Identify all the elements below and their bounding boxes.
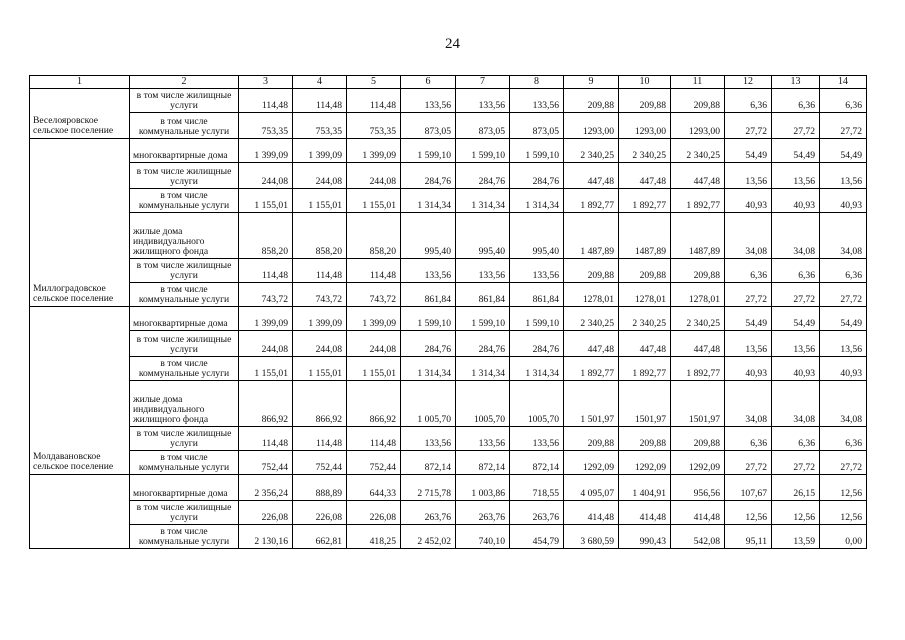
value-cell: 418,25 [347,525,401,549]
column-header: 10 [619,76,671,89]
value-cell: 6,36 [820,259,867,283]
value-cell: 114,48 [293,89,347,113]
column-header: 7 [456,76,510,89]
value-cell: 1 599,10 [456,307,510,331]
value-cell: 1 599,10 [510,139,564,163]
settlement-cell [30,213,130,259]
value-cell: 13,56 [772,163,820,189]
column-header: 14 [820,76,867,89]
value-cell: 1278,01 [564,283,619,307]
row-label: в том числе коммунальные услуги [130,357,239,381]
value-cell: 54,49 [820,307,867,331]
value-cell: 133,56 [456,427,510,451]
row-label: в том числе жилищные услуги [130,259,239,283]
value-cell: 114,48 [347,427,401,451]
value-cell: 995,40 [456,213,510,259]
value-cell: 54,49 [725,139,772,163]
value-cell: 209,88 [619,427,671,451]
row-label: многоквартирные дома [130,307,239,331]
value-cell: 1 155,01 [293,357,347,381]
value-cell: 1 314,34 [510,357,564,381]
value-cell: 1278,01 [671,283,725,307]
settlement-cell [30,501,130,525]
value-cell: 2 340,25 [619,139,671,163]
value-cell: 54,49 [772,307,820,331]
settlement-cell: Веселояровское сельское поселение [30,113,130,139]
settlement-cell [30,475,130,501]
value-cell: 743,72 [293,283,347,307]
value-cell: 12,56 [820,501,867,525]
value-cell: 34,08 [820,381,867,427]
row-label: в том числе коммунальные услуги [130,525,239,549]
value-cell: 133,56 [456,89,510,113]
value-cell: 6,36 [820,427,867,451]
value-cell: 34,08 [820,213,867,259]
table-row [30,307,867,331]
value-cell: 244,08 [239,331,293,357]
table-row [30,331,867,357]
value-cell: 40,93 [772,189,820,213]
value-cell: 27,72 [725,113,772,139]
row-label: в том числе коммунальные услуги [130,189,239,213]
settlement-cell: Молдавановское сельское поселение [30,451,130,475]
value-cell: 1 599,10 [401,139,456,163]
settlement-cell [30,427,130,451]
column-header: 6 [401,76,456,89]
value-cell: 107,67 [725,475,772,501]
value-cell: 1292,09 [564,451,619,475]
value-cell: 209,88 [619,259,671,283]
column-header: 1 [30,76,130,89]
value-cell: 956,56 [671,475,725,501]
value-cell: 27,72 [725,451,772,475]
value-cell: 226,08 [293,501,347,525]
value-cell: 12,56 [772,501,820,525]
value-cell: 858,20 [347,213,401,259]
value-cell: 27,72 [820,451,867,475]
table-row [30,475,867,501]
value-cell: 2 340,25 [619,307,671,331]
value-cell: 1 314,34 [456,189,510,213]
value-cell: 133,56 [401,259,456,283]
value-cell: 644,33 [347,475,401,501]
settlement-cell [30,163,130,189]
value-cell: 1 005,70 [401,381,456,427]
value-cell: 1293,00 [564,113,619,139]
table-body [30,89,867,549]
value-cell: 209,88 [671,427,725,451]
row-label: жилые дома индивидуального жилищного фонда [130,213,239,259]
value-cell: 752,44 [347,451,401,475]
value-cell: 284,76 [456,331,510,357]
value-cell: 244,08 [293,331,347,357]
row-label: в том числе жилищные услуги [130,163,239,189]
value-cell: 209,88 [564,259,619,283]
column-header: 12 [725,76,772,89]
value-cell: 114,48 [239,89,293,113]
value-cell: 2 356,24 [239,475,293,501]
settlement-cell [30,307,130,331]
table-row [30,189,867,213]
value-cell: 1 404,91 [619,475,671,501]
value-cell: 1 399,09 [293,307,347,331]
value-cell: 40,93 [725,189,772,213]
value-cell: 12,56 [820,475,867,501]
value-cell: 1 892,77 [619,189,671,213]
row-label: многоквартирные дома [130,139,239,163]
value-cell: 13,56 [725,163,772,189]
value-cell: 3 680,59 [564,525,619,549]
value-cell: 447,48 [671,331,725,357]
value-cell: 133,56 [401,89,456,113]
value-cell: 1 155,01 [347,357,401,381]
value-cell: 34,08 [772,213,820,259]
row-label: в том числе коммунальные услуги [130,451,239,475]
value-cell: 1501,97 [671,381,725,427]
value-cell: 414,48 [564,501,619,525]
value-cell: 447,48 [671,163,725,189]
table-row [30,139,867,163]
value-cell: 40,93 [820,357,867,381]
row-label: в том числе жилищные услуги [130,331,239,357]
value-cell: 2 452,02 [401,525,456,549]
value-cell: 414,48 [671,501,725,525]
settlement-cell [30,381,130,427]
value-cell: 872,14 [456,451,510,475]
table-row [30,259,867,283]
value-cell: 34,08 [725,213,772,259]
value-cell: 861,84 [510,283,564,307]
value-cell: 1 892,77 [564,189,619,213]
page-number: 24 [445,36,460,52]
row-label: жилые дома индивидуального жилищного фонда [130,381,239,427]
value-cell: 866,92 [239,381,293,427]
value-cell: 114,48 [347,89,401,113]
value-cell: 1 155,01 [347,189,401,213]
value-cell: 0,00 [820,525,867,549]
value-cell: 133,56 [510,259,564,283]
value-cell: 861,84 [456,283,510,307]
value-cell: 1 599,10 [510,307,564,331]
value-cell: 1 501,97 [564,381,619,427]
value-cell: 743,72 [347,283,401,307]
value-cell: 263,76 [456,501,510,525]
value-cell: 995,40 [401,213,456,259]
value-cell: 1 314,34 [401,189,456,213]
value-cell: 1 314,34 [456,357,510,381]
value-cell: 6,36 [725,427,772,451]
table-row [30,381,867,427]
value-cell: 26,15 [772,475,820,501]
value-cell: 1292,09 [619,451,671,475]
value-cell: 866,92 [347,381,401,427]
value-cell: 447,48 [619,331,671,357]
value-cell: 27,72 [820,283,867,307]
settlement-cell [30,139,130,163]
value-cell: 752,44 [293,451,347,475]
value-cell: 27,72 [820,113,867,139]
value-cell: 114,48 [239,259,293,283]
value-cell: 40,93 [820,189,867,213]
value-cell: 1 892,77 [619,357,671,381]
value-cell: 1 892,77 [564,357,619,381]
value-cell: 244,08 [293,163,347,189]
value-cell: 133,56 [456,259,510,283]
value-cell: 12,56 [725,501,772,525]
value-cell: 114,48 [293,259,347,283]
value-cell: 209,88 [671,259,725,283]
value-cell: 133,56 [510,427,564,451]
value-cell: 866,92 [293,381,347,427]
value-cell: 34,08 [772,381,820,427]
row-label: в том числе жилищные услуги [130,427,239,451]
table-row [30,113,867,139]
value-cell: 858,20 [293,213,347,259]
value-cell: 872,14 [401,451,456,475]
value-cell: 718,55 [510,475,564,501]
table-row [30,213,867,259]
value-cell: 244,08 [239,163,293,189]
value-cell: 447,48 [619,163,671,189]
value-cell: 873,05 [401,113,456,139]
value-cell: 13,56 [820,331,867,357]
table-row [30,283,867,307]
value-cell: 284,76 [401,163,456,189]
value-cell: 1 399,09 [239,307,293,331]
value-cell: 34,08 [725,381,772,427]
column-header: 8 [510,76,564,89]
value-cell: 873,05 [456,113,510,139]
value-cell: 1 599,10 [456,139,510,163]
value-cell: 6,36 [772,89,820,113]
row-label: в том числе жилищные услуги [130,89,239,113]
row-label: в том числе жилищные услуги [130,501,239,525]
value-cell: 1 892,77 [671,357,725,381]
value-cell: 2 340,25 [564,307,619,331]
value-cell: 888,89 [293,475,347,501]
value-cell: 54,49 [772,139,820,163]
row-label: многоквартирные дома [130,475,239,501]
value-cell: 27,72 [725,283,772,307]
value-cell: 13,59 [772,525,820,549]
value-cell: 244,08 [347,163,401,189]
value-cell: 743,72 [239,283,293,307]
settlement-cell [30,331,130,357]
column-header: 9 [564,76,619,89]
value-cell: 226,08 [347,501,401,525]
table-row [30,427,867,451]
value-cell: 114,48 [293,427,347,451]
value-cell: 114,48 [239,427,293,451]
value-cell: 226,08 [239,501,293,525]
column-header: 5 [347,76,401,89]
value-cell: 6,36 [725,259,772,283]
settlement-cell [30,89,130,113]
column-header: 13 [772,76,820,89]
value-cell: 54,49 [725,307,772,331]
value-cell: 873,05 [510,113,564,139]
value-cell: 133,56 [401,427,456,451]
value-cell: 447,48 [564,163,619,189]
value-cell: 2 715,78 [401,475,456,501]
value-cell: 1 155,01 [239,357,293,381]
value-cell: 263,76 [401,501,456,525]
value-cell: 990,43 [619,525,671,549]
value-cell: 1501,97 [619,381,671,427]
table-row [30,163,867,189]
value-cell: 133,56 [510,89,564,113]
value-cell: 1 155,01 [239,189,293,213]
settlement-cell [30,357,130,381]
value-cell: 752,44 [239,451,293,475]
value-cell: 740,10 [456,525,510,549]
value-cell: 1 487,89 [564,213,619,259]
value-cell: 13,56 [820,163,867,189]
value-cell: 6,36 [772,259,820,283]
header-row [30,76,867,89]
table-row [30,357,867,381]
value-cell: 858,20 [239,213,293,259]
settlement-cell [30,525,130,549]
table-row [30,501,867,525]
value-cell: 414,48 [619,501,671,525]
column-header: 4 [293,76,347,89]
row-label: в том числе коммунальные услуги [130,283,239,307]
column-header: 11 [671,76,725,89]
value-cell: 114,48 [347,259,401,283]
value-cell: 284,76 [456,163,510,189]
value-cell: 1487,89 [671,213,725,259]
value-cell: 13,56 [725,331,772,357]
value-cell: 1 399,09 [347,307,401,331]
value-cell: 1 155,01 [293,189,347,213]
value-cell: 753,35 [239,113,293,139]
value-cell: 4 095,07 [564,475,619,501]
value-cell: 209,88 [564,89,619,113]
settlement-cell: Миллоградовское сельское поселение [30,283,130,307]
value-cell: 995,40 [510,213,564,259]
value-cell: 1 399,09 [239,139,293,163]
value-cell: 1293,00 [671,113,725,139]
value-cell: 40,93 [772,357,820,381]
value-cell: 6,36 [725,89,772,113]
value-cell: 1 314,34 [510,189,564,213]
value-cell: 1 599,10 [401,307,456,331]
value-cell: 1 399,09 [293,139,347,163]
value-cell: 284,76 [401,331,456,357]
value-cell: 2 340,25 [564,139,619,163]
value-cell: 2 340,25 [671,307,725,331]
value-cell: 753,35 [293,113,347,139]
column-header: 2 [130,76,239,89]
value-cell: 284,76 [510,331,564,357]
value-cell: 13,56 [772,331,820,357]
value-cell: 6,36 [820,89,867,113]
settlement-cell [30,189,130,213]
value-cell: 753,35 [347,113,401,139]
value-cell: 1005,70 [510,381,564,427]
value-cell: 542,08 [671,525,725,549]
settlement-cell [30,259,130,283]
value-cell: 1292,09 [671,451,725,475]
value-cell: 872,14 [510,451,564,475]
value-cell: 209,88 [671,89,725,113]
value-cell: 209,88 [564,427,619,451]
value-cell: 662,81 [293,525,347,549]
value-cell: 1487,89 [619,213,671,259]
value-cell: 2 130,16 [239,525,293,549]
value-cell: 1 314,34 [401,357,456,381]
value-cell: 209,88 [619,89,671,113]
value-cell: 284,76 [510,163,564,189]
table-row [30,525,867,549]
value-cell: 95,11 [725,525,772,549]
value-cell: 27,72 [772,283,820,307]
value-cell: 861,84 [401,283,456,307]
value-cell: 27,72 [772,113,820,139]
value-cell: 1278,01 [619,283,671,307]
table-row [30,451,867,475]
row-label: в том числе коммунальные услуги [130,113,239,139]
value-cell: 54,49 [820,139,867,163]
value-cell: 1 003,86 [456,475,510,501]
value-cell: 1293,00 [619,113,671,139]
value-cell: 1 892,77 [671,189,725,213]
value-cell: 263,76 [510,501,564,525]
value-cell: 447,48 [564,331,619,357]
tariff-table [29,75,867,549]
column-header: 3 [239,76,293,89]
value-cell: 1005,70 [456,381,510,427]
value-cell: 40,93 [725,357,772,381]
value-cell: 244,08 [347,331,401,357]
value-cell: 454,79 [510,525,564,549]
table-row [30,89,867,113]
value-cell: 2 340,25 [671,139,725,163]
value-cell: 1 399,09 [347,139,401,163]
value-cell: 6,36 [772,427,820,451]
value-cell: 27,72 [772,451,820,475]
